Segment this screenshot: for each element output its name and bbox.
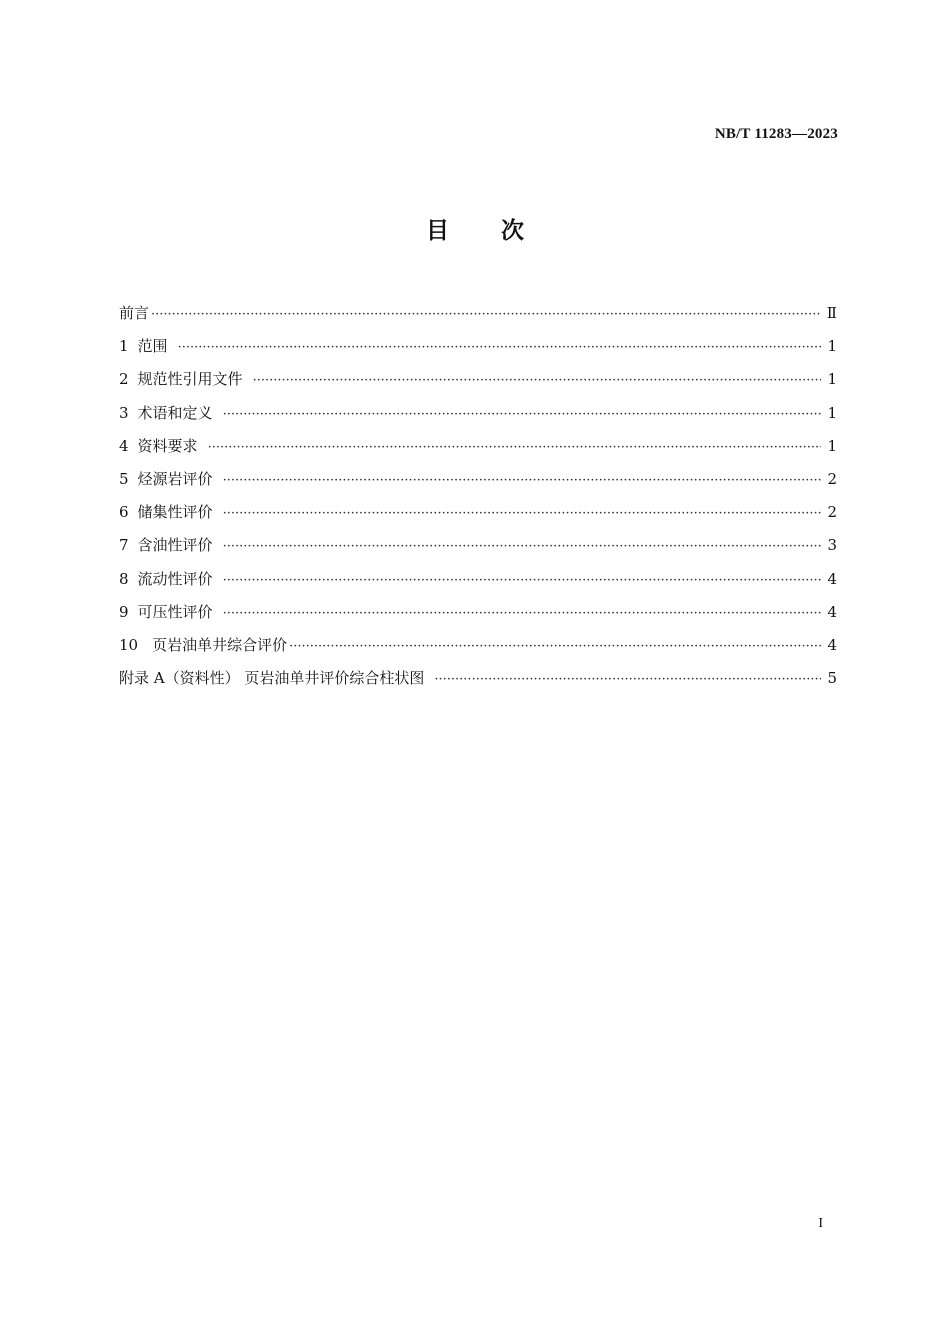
toc-entry-page: 3 bbox=[827, 536, 837, 555]
toc-entry-page: 5 bbox=[827, 669, 837, 688]
toc-leader-dots bbox=[289, 635, 821, 659]
toc-entry-page: 2 bbox=[827, 469, 837, 488]
toc-leader-dots bbox=[223, 569, 821, 593]
toc-entry-label: 可压性评价 bbox=[137, 602, 213, 621]
toc-entry-reservoir[interactable] bbox=[119, 500, 837, 533]
toc-entry-label: 术语和定义 bbox=[137, 403, 213, 422]
toc-entry-page: 1 bbox=[827, 403, 837, 422]
toc-entry-page: 1 bbox=[827, 370, 837, 389]
toc-entry-label: 规范性引用文件 bbox=[137, 370, 243, 389]
toc-entry-foreword[interactable] bbox=[119, 301, 837, 334]
toc-leader-dots bbox=[253, 369, 821, 393]
toc-entry-label: 范围 bbox=[137, 337, 168, 356]
toc-leader-dots bbox=[223, 602, 821, 626]
toc-leader-dots bbox=[223, 502, 821, 526]
title-char-1: 目 bbox=[426, 218, 449, 244]
toc-entry-mobility[interactable] bbox=[119, 567, 837, 600]
toc-entry-label: 流动性评价 bbox=[137, 569, 213, 588]
toc-entry-page: 1 bbox=[827, 337, 837, 356]
toc-entry-page: 2 bbox=[827, 503, 837, 522]
standard-number: NB/T 11283—2023 bbox=[714, 126, 838, 142]
toc-entry-number: 4 bbox=[119, 436, 129, 455]
toc-entry-page: 4 bbox=[827, 569, 837, 588]
toc-entry-page: Ⅱ bbox=[826, 304, 837, 322]
page-title bbox=[0, 212, 950, 245]
toc-leader-dots bbox=[223, 403, 821, 427]
toc-leader-dots bbox=[223, 535, 821, 559]
toc-leader-dots bbox=[208, 436, 821, 460]
toc-entry-page: 4 bbox=[827, 635, 837, 654]
toc-entry-number: 7 bbox=[119, 536, 129, 555]
toc-entry-label: 前言 bbox=[119, 304, 150, 322]
toc-entry-oil-bearing[interactable] bbox=[119, 533, 837, 566]
toc-entry-label: 烃源岩评价 bbox=[137, 469, 213, 488]
toc-entry-label: 页岩油单井综合评价 bbox=[152, 635, 288, 654]
toc-entry-number: 6 bbox=[119, 503, 129, 522]
toc-entry-number: 10 bbox=[119, 635, 139, 654]
toc-entry-data-requirements[interactable] bbox=[119, 434, 837, 467]
toc-entry-label: 储集性评价 bbox=[137, 503, 213, 522]
toc-leader-dots bbox=[151, 303, 821, 327]
toc-entry-single-well-evaluation[interactable] bbox=[119, 633, 837, 666]
toc-entry-source-rock[interactable] bbox=[119, 467, 837, 500]
page-number: I bbox=[818, 1216, 823, 1231]
toc-entry-label: 资料要求 bbox=[137, 436, 198, 455]
toc-entry-number: 5 bbox=[119, 469, 129, 488]
toc-leader-dots bbox=[178, 336, 821, 360]
toc-entry-normative-references[interactable] bbox=[119, 367, 837, 400]
toc-entry-number: 1 bbox=[119, 337, 129, 356]
toc-leader-dots bbox=[223, 469, 821, 493]
toc-leader-dots bbox=[434, 668, 821, 692]
table-of-contents bbox=[119, 301, 837, 699]
toc-entry-label: 附录 A（资料性） 页岩油单井评价综合柱状图 bbox=[119, 669, 425, 688]
toc-entry-page: 1 bbox=[827, 436, 837, 455]
toc-entry-terms-definitions[interactable] bbox=[119, 401, 837, 434]
toc-entry-number: 8 bbox=[119, 569, 129, 588]
toc-entry-fracability[interactable] bbox=[119, 600, 837, 633]
toc-entry-number: 3 bbox=[119, 403, 129, 422]
toc-entry-label: 含油性评价 bbox=[137, 536, 213, 555]
toc-entry-appendix-a[interactable] bbox=[119, 666, 837, 699]
toc-entry-number: 2 bbox=[119, 370, 129, 389]
toc-entry-number: 9 bbox=[119, 602, 129, 621]
toc-entry-scope[interactable] bbox=[119, 334, 837, 367]
title-char-2: 次 bbox=[501, 218, 524, 244]
toc-entry-page: 4 bbox=[827, 602, 837, 621]
